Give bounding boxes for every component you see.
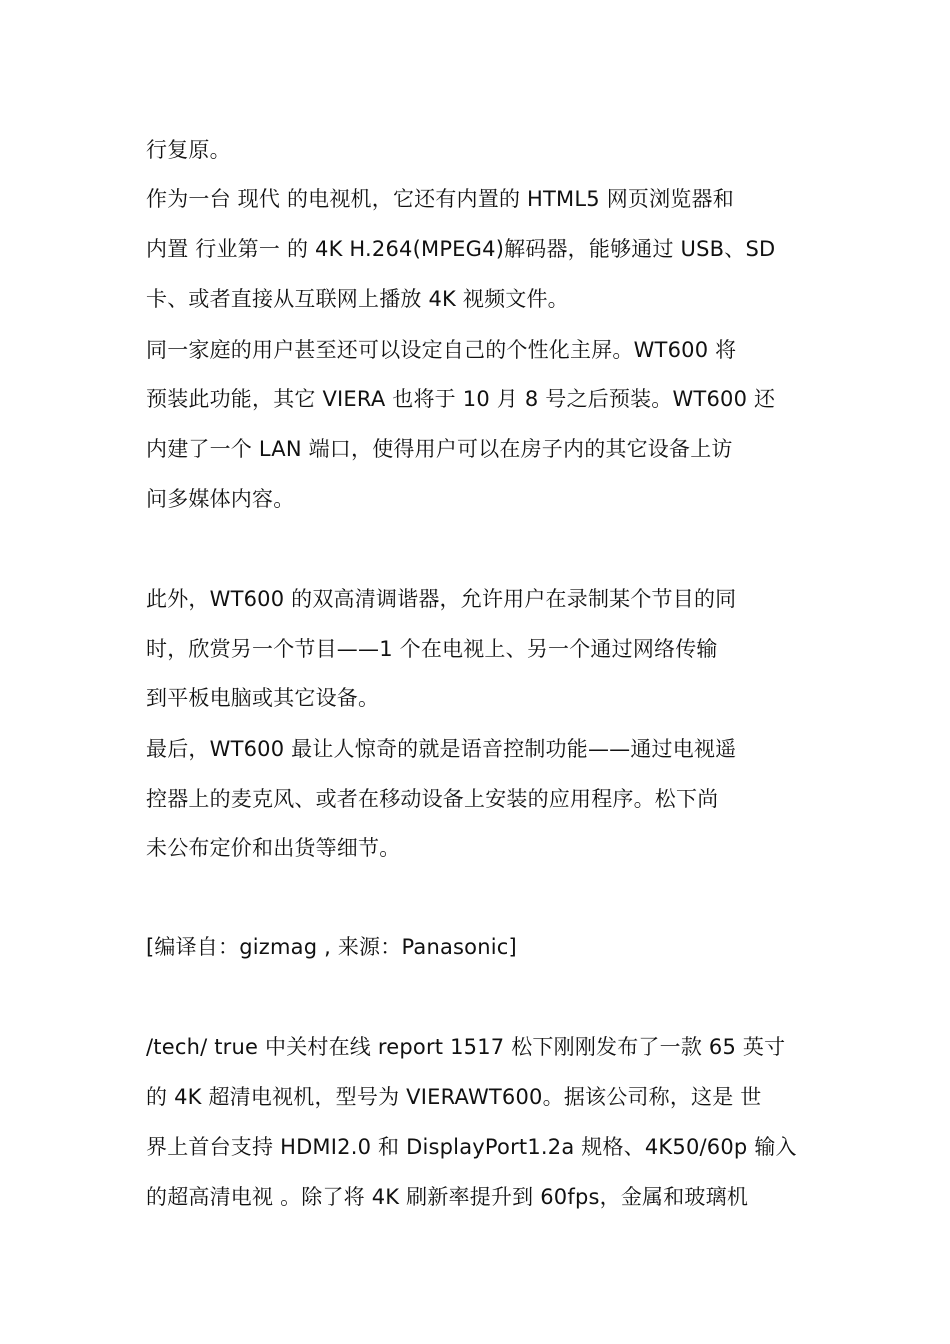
text-line: /tech/ true 中关村在线 report 1517 松下刚刚发布了一款 65 英寸 [146,1035,786,1059]
text-line: 内建了一个 LAN 端口，使得用户可以在房子内的其它设备上访 [146,437,733,461]
text-line: 最后，WT600 最让人惊奇的就是语音控制功能——通过电视遥 [146,737,737,761]
text-line: 界上首台支持 HDMI2.0 和 DisplayPort1.2a 规格、4K50/60p 输入 [146,1135,797,1159]
text-line: 时，欣赏另一个节目——1 个在电视上、另一个通过网络传输 [146,637,718,661]
text-line: 问多媒体内容。 [146,487,295,511]
text-line: 的 4K 超清电视机，型号为 VIERAWT600。据该公司称，这是 世 [146,1085,762,1109]
text-line: 此外，WT600 的双高清调谐器，允许用户在录制某个节目的同 [146,587,737,611]
text-line: 控器上的麦克风、或者在移动设备上安装的应用程序。松下尚 [146,787,719,811]
text-line: 到平板电脑或其它设备。 [146,686,380,710]
text-line: 卡、或者直接从互联网上播放 4K 视频文件。 [146,287,569,311]
source-citation: [编译自：gizmag , 来源：Panasonic] [146,935,517,959]
text-line: 预装此功能，其它 VIERA 也将于 10 月 8 号之后预装。WT600 还 [146,387,776,411]
text-line: 行复原。 [146,138,231,162]
text-line: 作为一台 现代 的电视机，它还有内置的 HTML5 网页浏览器和 [146,187,734,211]
text-line: 同一家庭的用户甚至还可以设定自己的个性化主屏。WT600 将 [146,338,737,362]
text-line: 未公布定价和出货等细节。 [146,836,401,860]
text-line: 内置 行业第一 的 4K H.264(MPEG4)解码器，能够通过 USB、SD [146,237,776,261]
text-line: 的超高清电视 。除了将 4K 刷新率提升到 60fps，金属和玻璃机 [146,1185,749,1209]
